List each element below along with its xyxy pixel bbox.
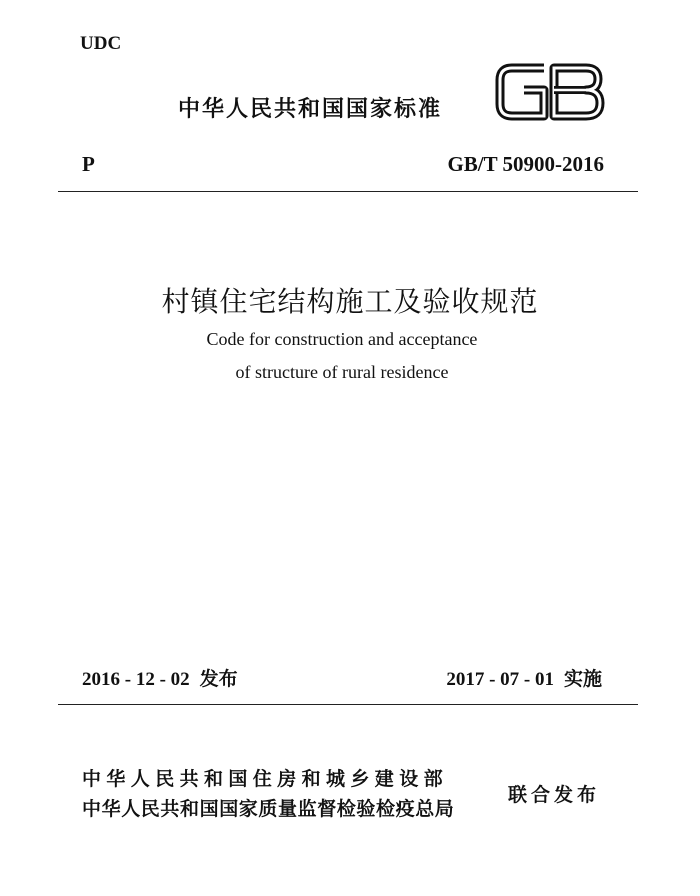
implement-label: 实施 xyxy=(563,668,602,690)
publish-date-block xyxy=(82,664,238,691)
gb-logo xyxy=(494,60,606,124)
header-divider xyxy=(58,191,638,192)
english-title-line2: of structure of rural residence xyxy=(235,362,449,382)
publish-date: 2016 - 12 - 02 xyxy=(82,669,190,690)
implement-date: 2017 - 07 - 01 xyxy=(446,669,554,690)
footer-divider xyxy=(58,704,638,705)
issuer-aqsiq: 中华人民共和国国家质量监督检验检疫总局 xyxy=(82,798,455,820)
issuer-ministry: 中华人民共和国住房和城乡建设部 xyxy=(82,768,449,790)
chinese-title: 村镇住宅结构施工及验收规范 xyxy=(161,285,539,318)
english-title-line1: Code for construction and acceptance xyxy=(206,329,478,349)
implement-date-block xyxy=(446,664,602,691)
category-code: P xyxy=(82,152,95,176)
publish-label: 发布 xyxy=(199,668,238,690)
standard-type: 中华人民共和国国家标准 xyxy=(178,97,443,122)
joint-publish-label: 联合发布 xyxy=(508,784,601,806)
standard-number: GB/T 50900-2016 xyxy=(447,152,604,176)
udc-label: UDC xyxy=(80,33,122,54)
